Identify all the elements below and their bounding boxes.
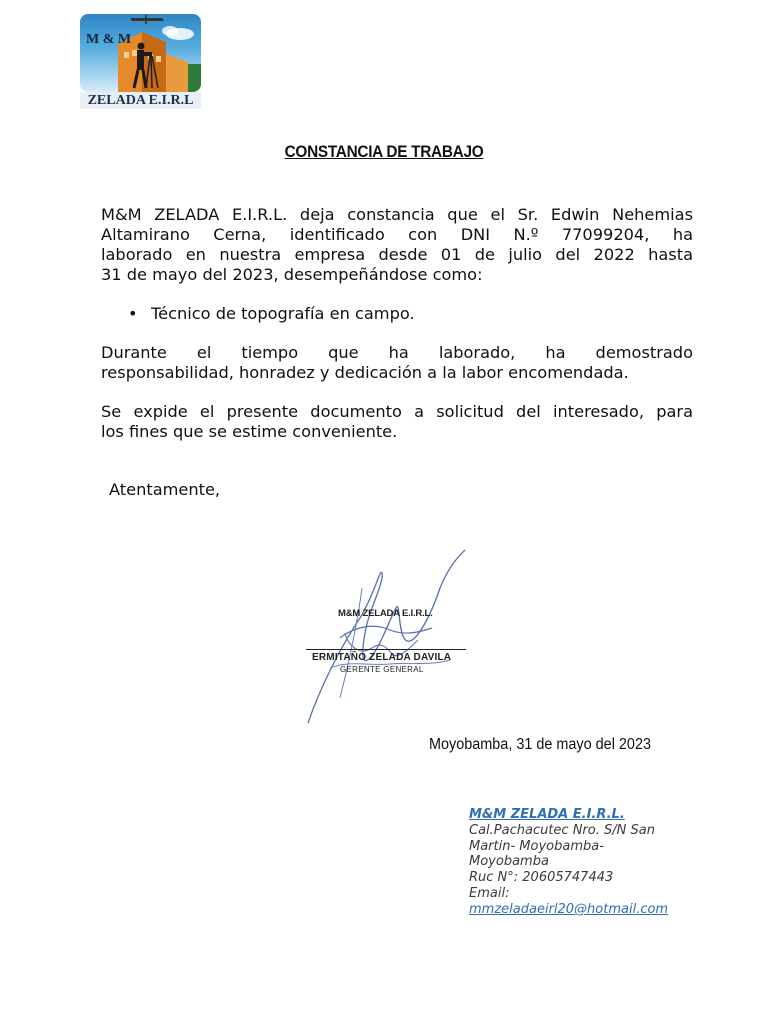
footer-company-link[interactable]: M&M ZELADA E.I.R.L. — [469, 807, 625, 822]
stamp-company: M&M ZELADA E.I.R.L. — [338, 608, 433, 619]
stamp-divider — [306, 649, 466, 650]
footer-email-link[interactable]: mmzeladaeirl20@hotmail.com — [469, 901, 669, 917]
paragraph-line: los fines que se estime conveniente. — [101, 422, 398, 441]
footer-address-line: Cal.Pachacutec Nro. S/N San — [469, 822, 655, 838]
purpose-paragraph — [101, 402, 693, 442]
footer-address-line: Martin- Moyobamba- — [469, 838, 604, 854]
paragraph-line: Altamirano Cerna, identificado con DNI N.º 77099204, ha — [101, 225, 693, 244]
bullet-icon: • — [128, 304, 138, 323]
document-title: CONSTANCIA DE TRABAJO — [284, 143, 484, 161]
paragraph-line: responsabilidad, honradez y dedicación a la labor encomendada. — [101, 363, 629, 382]
footer-ruc: Ruc N°: 20605747443 — [469, 870, 614, 886]
intro-paragraph — [101, 205, 693, 285]
stamp-signer-role: GERENTE GENERAL — [340, 665, 424, 674]
company-logo — [80, 14, 202, 110]
paragraph-line: Se expide el presente documento a solicitud del interesado, para — [101, 402, 693, 421]
position-list — [128, 304, 415, 324]
handwritten-signature — [300, 548, 475, 728]
logo-image — [80, 14, 201, 92]
document-date: Moyobamba, 31 de mayo del 2023 — [429, 736, 651, 753]
paragraph-line: 31 de mayo del 2023, desempeñándose como: — [101, 265, 483, 284]
logo-company-name: ZELADA E.I.R.L — [80, 92, 201, 109]
signature-stamp — [300, 548, 475, 728]
paragraph-line: M&M ZELADA E.I.R.L. deja constancia que el Sr. Edwin Nehemias — [101, 205, 693, 224]
paragraph-line: Durante el tiempo que ha laborado, ha demostrado — [101, 343, 693, 362]
logo-mark: M & M — [86, 32, 132, 47]
stamp-signer-name: ERMITAÑO ZELADA DAVILA — [312, 652, 452, 663]
list-item-text: Técnico de topografía en campo. — [151, 304, 415, 323]
performance-paragraph — [101, 343, 693, 383]
footer-email-label: Email: — [469, 885, 510, 901]
footer-address-line: Moyobamba — [469, 854, 549, 870]
list-item — [128, 304, 415, 324]
closing-salutation: Atentamente, — [109, 480, 221, 499]
paragraph-line: laborado en nuestra empresa desde 01 de julio del 2022 hasta — [101, 245, 693, 264]
company-contact-block — [469, 807, 699, 918]
